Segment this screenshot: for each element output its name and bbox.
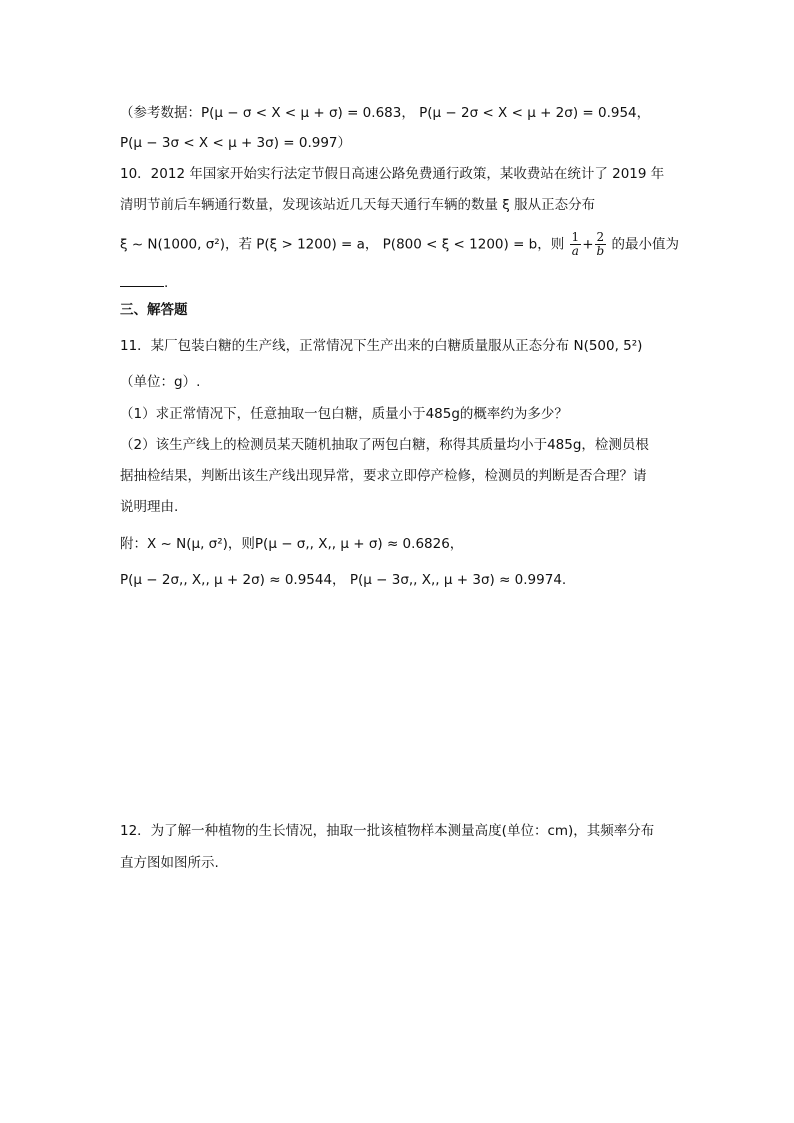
fraction-two-over-b <box>595 231 607 258</box>
question-11-part-2-line-1: （2）该生产线上的检测员某天随机抽取了两包白糖，称得其质量均小于485g，检测员根 <box>120 437 649 453</box>
question-12-line-2: 直方图如图所示. <box>120 855 219 871</box>
reference-data-line-2: P(μ − 3σ < X < μ + 3σ) = 0.997） <box>120 135 352 151</box>
answer-blank-period: . <box>164 275 169 291</box>
question-11-part-1: （1）求正常情况下，任意抽取一包白糖，质量小于485g的概率约为多少？ <box>120 406 568 422</box>
question-10-line-2: 清明节前后车辆通行数量，发现该站近几天每天通行车辆的数量 ξ 服从正态分布 <box>120 197 596 213</box>
question-11-appendix-line-2: P(μ − 2σ,, X,, μ + 2σ) ≈ 0.9544， P(μ − 3σ,, X,, μ + 3σ) ≈ 0.9974. <box>120 572 567 588</box>
question-11-line-1: 11．某厂包装白糖的生产线，正常情况下生产出来的白糖质量服从正态分布 N(500, 5²) <box>120 338 643 354</box>
question-10-line-1: 10．2012 年国家开始实行法定节假日高速公路免费通行政策，某收费站在统计了 2019 年 <box>120 166 665 182</box>
plus-sign: + <box>582 236 594 253</box>
answer-blank <box>120 272 164 287</box>
question-10-line-3 <box>120 231 679 258</box>
reference-data-line-1: （参考数据：P(μ − σ < X < μ + σ) = 0.683， P(μ − 2σ < X < μ + 2σ) = 0.954， <box>120 105 651 121</box>
question-10-condition: ξ ~ N(1000, σ²)，若 P(ξ > 1200) = a， P(800 < ξ < 1200) = b，则 <box>120 236 565 253</box>
question-12-line-1: 12．为了解一种植物的生长情况，抽取一批该植物样本测量高度(单位：cm)，其频率分布 <box>120 823 655 839</box>
section-3-heading: 三、解答题 <box>120 302 188 318</box>
question-11-part-2-line-2: 据抽检结果，判断出该生产线出现异常，要求立即停产检修，检测员的判断是否合理？请 <box>120 468 647 484</box>
question-10-answer-blank-line <box>120 272 168 292</box>
question-11-line-2: （单位：g）. <box>120 374 201 390</box>
question-11-appendix-line-1: 附：X ~ N(μ, σ²)，则P(μ − σ,, X,, μ + σ) ≈ 0.6826， <box>120 536 464 552</box>
fraction-one-over-a <box>570 231 582 258</box>
fraction-2-numerator: 2 <box>595 231 607 245</box>
question-10-ask: 的最小值为 <box>611 236 679 253</box>
fraction-1-denominator: a <box>571 244 579 258</box>
fraction-2-denominator: b <box>596 244 605 258</box>
question-11-part-2-line-3: 说明理由. <box>120 499 179 515</box>
fraction-1-numerator: 1 <box>571 230 580 244</box>
